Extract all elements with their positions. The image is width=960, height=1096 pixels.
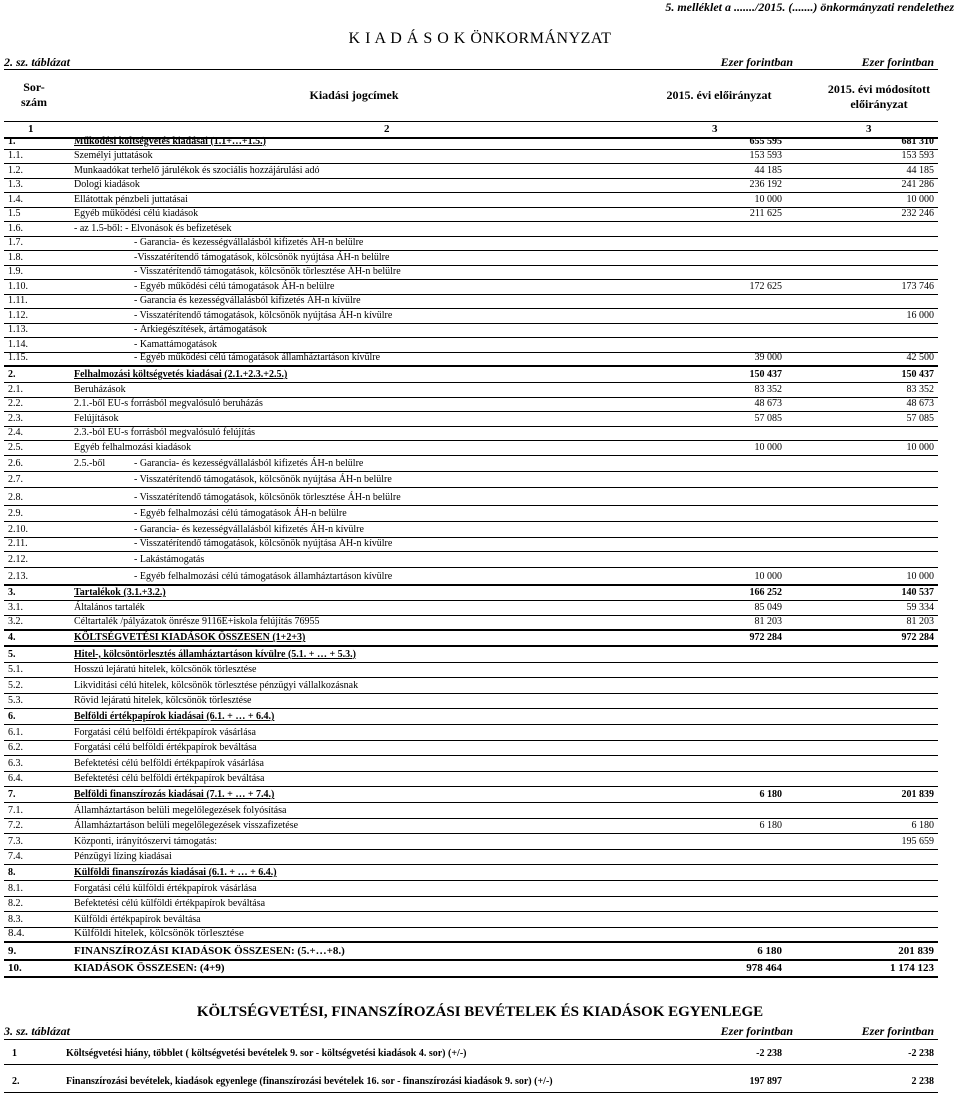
table-row	[4, 280, 938, 295]
table-row	[4, 881, 938, 897]
row-number: 3.2.	[8, 616, 23, 628]
row-label: Forgatási célú külföldi értékpapírok vásárlása	[74, 882, 257, 894]
table1-label-row	[4, 55, 938, 69]
row-number: 1.1.	[8, 150, 23, 162]
row-sublabel: - Lakástámogatás	[134, 554, 205, 566]
table-row	[4, 266, 938, 281]
table2-row-number: 1	[12, 1048, 17, 1059]
row-value1: 83 352	[754, 383, 782, 395]
row-label: Államháztartáson belüli megelőlegezések visszafizetése	[74, 820, 299, 832]
row-value2: 83 352	[906, 383, 934, 395]
row-number: 5.3.	[8, 695, 23, 707]
row-value2: 42 500	[906, 352, 934, 364]
row-sublabel: - Garancia- és kezességvállalásból kifizetés ÁH-n belülre	[134, 457, 364, 469]
table-row	[4, 772, 938, 788]
row-value1: 978 464	[746, 962, 782, 975]
row-number: 7.4.	[8, 851, 23, 863]
table-row	[4, 709, 938, 725]
table2-label-row	[4, 1024, 938, 1038]
row-number: 2.2.	[8, 398, 23, 410]
main-title: K I A D Á S O K ÖNKORMÁNYZAT	[348, 30, 612, 47]
table2-title: KÖLTSÉGVETÉSI, FINANSZÍROZÁSI BEVÉTELEK ÉS KIADÁSOK EGYENLEGE	[196, 1004, 764, 1020]
table-row	[4, 193, 938, 208]
row-label: FINANSZÍROZÁSI KIADÁSOK ÖSSZESEN: (5.+…+8.)	[74, 945, 345, 958]
row-number: 3.	[8, 587, 16, 599]
table-row	[4, 338, 938, 353]
row-value1: 153 593	[749, 150, 782, 162]
table-row	[4, 741, 938, 757]
row-value1: 10 000	[754, 441, 782, 453]
table-row	[4, 427, 938, 442]
row-sublabel: - Egyéb működési célú támogatások ÁH-n belülre	[134, 280, 335, 292]
table-row	[4, 135, 938, 150]
row-value1: 6 180	[759, 820, 782, 832]
row-sublabel: - Visszatérítendő támogatások, kölcsönök nyújtása ÁH-n belülre	[134, 473, 392, 485]
table-row	[4, 208, 938, 223]
row-number: 5.	[8, 648, 16, 660]
row-value2: 1 174 123	[890, 962, 934, 975]
row-number: 1.7.	[8, 237, 23, 249]
row-number: 2.11.	[8, 538, 28, 550]
row-number: 7.	[8, 789, 16, 801]
table-row	[4, 834, 938, 850]
row-number: 6.3.	[8, 757, 23, 769]
row-value1: 172 625	[749, 280, 782, 292]
table-row	[4, 850, 938, 866]
row-sublabel: - Garancia- és kezességvállalásból kifizetés ÁH-n belülre	[134, 237, 364, 249]
table-row	[4, 309, 938, 324]
row-value2: 81 203	[906, 616, 934, 628]
row-sublabel: - Kamattámogatások	[134, 338, 218, 350]
row-number: 1.9.	[8, 266, 23, 278]
table-row	[4, 694, 938, 710]
row-number: 1.11.	[8, 295, 28, 307]
table-row	[4, 943, 938, 961]
row-label: Tartalékok (3.1.+3.2.)	[74, 587, 166, 599]
table-row	[4, 928, 938, 944]
row-label: Munkaadókat terhelő járulékok és szociális hozzájárulási adó	[74, 164, 320, 176]
row-number: 1.4.	[8, 193, 23, 205]
header-value1: 2015. évi előirányzat	[666, 88, 772, 102]
row-number: 6.4.	[8, 773, 23, 785]
row-number: 2.3.	[8, 412, 23, 424]
row-label: Likviditási célú hitelek, kölcsönök törlesztése pénzügyi vállalkozásnak	[74, 679, 359, 691]
row-value1: 6 180	[759, 789, 782, 801]
row-sublabel: - Egyéb felhalmozási célú támogatások államháztartáson kívülre	[134, 571, 393, 583]
row-label: KIADÁSOK ÖSSZESEN: (4+9)	[74, 962, 225, 975]
table2-label: 3. sz. táblázat	[4, 1024, 71, 1038]
table-row	[4, 647, 938, 663]
row-label: Forgatási célú belföldi értékpapírok vásárlása	[74, 726, 256, 738]
row-number: 7.1.	[8, 804, 23, 816]
row-value2: 241 286	[901, 179, 934, 191]
table-row	[4, 586, 938, 601]
row-sublabel: - Garancia- és kezességvállalásból kifizetés ÁH-n kívülre	[134, 523, 364, 535]
row-value2: 173 746	[901, 280, 934, 292]
row-sublabel: - Visszatérítendő támogatások, kölcsönök nyújtása ÁH-n kívülre	[134, 538, 393, 550]
table-row	[4, 663, 938, 679]
row-number: 2.4.	[8, 427, 23, 439]
row-value1: 10 000	[754, 571, 782, 583]
row-value1: 48 673	[754, 398, 782, 410]
row-number: 2.7.	[8, 473, 23, 485]
row-label: Hosszú lejáratú hitelek, kölcsönök törlesztése	[74, 664, 257, 676]
row-label: Általános tartalék	[74, 602, 145, 614]
row-value2: 6 180	[911, 820, 934, 832]
table-row	[4, 912, 938, 928]
table-row	[4, 488, 938, 506]
row-number: 1.5	[8, 208, 21, 220]
row-number: 2.6.	[8, 457, 23, 469]
row-number: 6.1.	[8, 726, 23, 738]
row-number: 2.10.	[8, 523, 28, 535]
row-sublabel: - Visszatérítendő támogatások, kölcsönök törlesztése ÁH-n belülre	[134, 266, 401, 278]
table-row	[4, 522, 938, 538]
row-value2: 10 000	[906, 571, 934, 583]
table1-label: 2. sz. táblázat	[4, 55, 71, 69]
row-number: 5.1.	[8, 664, 23, 676]
row-number: 1.2.	[8, 164, 23, 176]
row-label: 2.3.-ból EU-s forrásból megvalósuló felújítás	[74, 427, 256, 439]
row-label: Céltartalék /pályázatok önrésze 9116E+iskola felújítás 76955	[74, 616, 320, 628]
table-row	[4, 353, 938, 368]
table-row	[4, 164, 938, 179]
row-value2: 232 246	[901, 208, 934, 220]
row-number: 1.14.	[8, 338, 28, 350]
header-value2: 2015. évi módosított előirányzat	[827, 82, 931, 111]
row-label: - az 1.5-ből: - Elvonások és befizetések	[74, 222, 232, 234]
table-row	[4, 725, 938, 741]
header-row-number: Sor- szám	[21, 80, 47, 109]
row-value2: 57 085	[906, 412, 934, 424]
row-value1: 211 625	[749, 208, 782, 220]
row-number: 2.5.	[8, 441, 23, 453]
row-value1: 166 252	[749, 587, 782, 599]
table-row	[4, 631, 938, 647]
row-value1: 150 437	[749, 369, 782, 381]
table2-row-label: Költségvetési hiány, többlet ( költségvetési bevételek 9. sor - költségvetési kiadások 4. sor) (+/-)	[66, 1048, 467, 1059]
row-number: 8.	[8, 867, 16, 879]
table-row	[4, 568, 938, 586]
table-row	[4, 538, 938, 553]
col-num-3: 3	[712, 123, 718, 135]
row-label: Befektetési célú belföldi értékpapírok beváltása	[74, 773, 265, 785]
row-number: 7.3.	[8, 835, 23, 847]
table-row	[4, 506, 938, 522]
row-sublabel: - Visszatérítendő támogatások, kölcsönök nyújtása ÁH-n kívülre	[134, 309, 393, 321]
row-number: 10.	[8, 962, 22, 975]
row-value2: 16 000	[906, 309, 934, 321]
row-number: 6.2.	[8, 742, 23, 754]
row-sublabel: - Egyéb felhalmozási célú támogatások ÁH-n belülre	[134, 507, 347, 519]
table-row	[4, 472, 938, 488]
row-value2: 140 537	[901, 587, 934, 599]
col-num-2: 2	[384, 123, 390, 135]
table-row	[4, 865, 938, 881]
row-number: 1.13.	[8, 324, 28, 336]
table-row	[4, 179, 938, 194]
row-value2: 195 659	[901, 835, 934, 847]
row-number: 2.13.	[8, 571, 28, 583]
row-number: 8.1.	[8, 882, 23, 894]
col-num-1: 1	[28, 123, 34, 135]
table2-row-label: Finanszírozási bevételek, kiadások egyenlege (finanszírozási bevételek 16. sor - finanszírozási kiadások 9. sor) (+/-)	[66, 1076, 553, 1087]
row-number: 8.4.	[8, 927, 25, 940]
row-number: 4.	[8, 632, 16, 644]
table-row	[4, 367, 938, 383]
row-number: 1.12.	[8, 309, 28, 321]
table2-row	[4, 1065, 938, 1093]
top-note: 5. melléklet a ......./2015. (.......) önkormányzati rendelethez	[665, 0, 954, 14]
header-name: Kiadási jogcímek	[309, 88, 399, 102]
table-row	[4, 324, 938, 339]
row-value2: 10 000	[906, 193, 934, 205]
col-num-4: 3	[866, 123, 872, 135]
row-sublabel: - Árkiegészítések, ártámogatások	[134, 324, 268, 336]
row-number: 3.1.	[8, 602, 23, 614]
row-value2: 201 839	[898, 945, 934, 958]
row-value1: 236 192	[749, 179, 782, 191]
row-number: 2.	[8, 369, 16, 381]
row-value2: 681 310	[901, 135, 934, 147]
row-value1: 81 203	[754, 616, 782, 628]
row-number: 1.8.	[8, 251, 23, 263]
row-number: 1.15.	[8, 352, 28, 364]
row-label: Hitel-, kölcsöntörlesztés államháztartáson kívülre (5.1. + … + 5.3.)	[74, 648, 357, 660]
row-value2: 201 839	[901, 789, 934, 801]
table-row	[4, 756, 938, 772]
table-row	[4, 237, 938, 252]
table1-unit1: Ezer forintban	[720, 55, 793, 69]
row-number: 6.	[8, 711, 16, 723]
row-label: Rövid lejáratú hitelek, kölcsönök törlesztése	[74, 695, 252, 707]
row-label: Személyi juttatások	[74, 150, 153, 162]
row-label: 2.5.-ből	[74, 457, 106, 469]
row-number: 2.8.	[8, 491, 23, 503]
table2-unit2: Ezer forintban	[861, 1024, 934, 1038]
row-number: 8.3.	[8, 913, 23, 925]
row-label: Külföldi hitelek, kölcsönök törlesztése	[74, 927, 244, 940]
table1-unit2: Ezer forintban	[861, 55, 934, 69]
table-row	[4, 251, 938, 266]
row-value1: 39 000	[754, 352, 782, 364]
row-label: Államháztartáson belüli megelőlegezések folyósítása	[74, 804, 287, 816]
row-label: Beruházások	[74, 383, 126, 395]
row-value1: 655 595	[749, 135, 782, 147]
row-sublabel: - Garancia és kezességvállalásból kifizetés ÁH-n kívülre	[134, 295, 361, 307]
row-label: Működési költségvetés kiadásai (1.1+…+1.5.)	[74, 135, 266, 147]
row-label: Befektetési célú belföldi értékpapírok vásárlása	[74, 757, 264, 769]
row-label: Egyéb működési célú kiadások	[74, 208, 199, 220]
table-row	[4, 412, 938, 427]
row-value2: 48 673	[906, 398, 934, 410]
table2-row-value2: 2 238	[911, 1076, 934, 1087]
row-value2: 59 334	[906, 602, 934, 614]
table1-header	[4, 70, 938, 120]
row-value1: 6 180	[757, 945, 782, 958]
row-label: Forgatási célú belföldi értékpapírok beváltása	[74, 742, 257, 754]
row-label: 2.1.-ből EU-s forrásból megvalósuló beruházás	[74, 398, 263, 410]
row-value1: 85 049	[754, 602, 782, 614]
row-label: KÖLTSÉGVETÉSI KIADÁSOK ÖSSZESEN (1+2+3)	[74, 632, 306, 644]
table2-row-value1: -2 238	[756, 1048, 782, 1059]
row-number: 2.12.	[8, 554, 28, 566]
row-number: 1.10.	[8, 280, 28, 292]
row-label: Pénzügyi lízing kiadásai	[74, 851, 172, 863]
row-value1: 972 284	[749, 632, 782, 644]
row-value2: 44 185	[906, 164, 934, 176]
table-row	[4, 222, 938, 237]
table-row	[4, 897, 938, 913]
row-value1: 57 085	[754, 412, 782, 424]
row-number: 5.2.	[8, 679, 23, 691]
table-row	[4, 678, 938, 694]
row-value2: 150 437	[901, 369, 934, 381]
table-row	[4, 383, 938, 398]
table-row	[4, 295, 938, 310]
row-label: Ellátottak pénzbeli juttatásai	[74, 193, 188, 205]
table2-unit1: Ezer forintban	[720, 1024, 793, 1038]
row-label: Belföldi finanszírozás kiadásai (7.1. + … + 7.4.)	[74, 789, 275, 801]
table2-row-value2: -2 238	[908, 1048, 934, 1059]
row-sublabel: -Visszatérítendő támogatások, kölcsönök nyújtása ÁH-n belülre	[134, 251, 390, 263]
row-number: 2.1.	[8, 383, 23, 395]
row-value2: 10 000	[906, 441, 934, 453]
table-row	[4, 787, 938, 803]
table2-row-value1: 197 897	[749, 1076, 782, 1087]
table2-row-number: 2.	[12, 1076, 20, 1087]
row-number: 2.9.	[8, 507, 23, 519]
table2-row	[4, 1040, 938, 1065]
row-label: Felújítások	[74, 412, 119, 424]
row-number: 7.2.	[8, 820, 23, 832]
table-row	[4, 601, 938, 616]
table-row	[4, 398, 938, 413]
table-row	[4, 819, 938, 835]
table-row	[4, 150, 938, 165]
row-number: 1.3.	[8, 179, 23, 191]
table-row	[4, 552, 938, 568]
table-row	[4, 441, 938, 456]
row-value1: 44 185	[754, 164, 782, 176]
table-row	[4, 456, 938, 472]
row-label: Egyéb felhalmozási kiadások	[74, 441, 192, 453]
row-number: 8.2.	[8, 898, 23, 910]
row-label: Dologi kiadások	[74, 179, 140, 191]
row-number: 1.	[8, 135, 16, 147]
row-number: 9.	[8, 945, 17, 958]
row-label: Központi, irányítószervi támogatás:	[74, 835, 218, 847]
row-value2: 972 284	[901, 632, 934, 644]
row-label: Befektetési célú külföldi értékpapírok beváltása	[74, 898, 266, 910]
row-label: Belföldi értékpapírok kiadásai (6.1. + … + 6.4.)	[74, 711, 275, 723]
row-value2: 153 593	[901, 150, 934, 162]
row-label: Felhalmozási költségvetés kiadásai (2.1.+2.3.+2.5.)	[74, 369, 288, 381]
row-sublabel: - Visszatérítendő támogatások, kölcsönök törlesztése ÁH-n belülre	[134, 491, 401, 503]
row-sublabel: - Egyéb működési célú támogatások államháztartáson kívülre	[134, 352, 381, 364]
table-row	[4, 961, 938, 978]
row-label: Külföldi finanszírozás kiadásai (6.1. + … + 6.4.)	[74, 867, 277, 879]
table-row	[4, 803, 938, 819]
row-number: 1.6.	[8, 222, 23, 234]
row-label: Külföldi értékpapírok beváltása	[74, 913, 201, 925]
table-row	[4, 616, 938, 631]
row-value1: 10 000	[754, 193, 782, 205]
